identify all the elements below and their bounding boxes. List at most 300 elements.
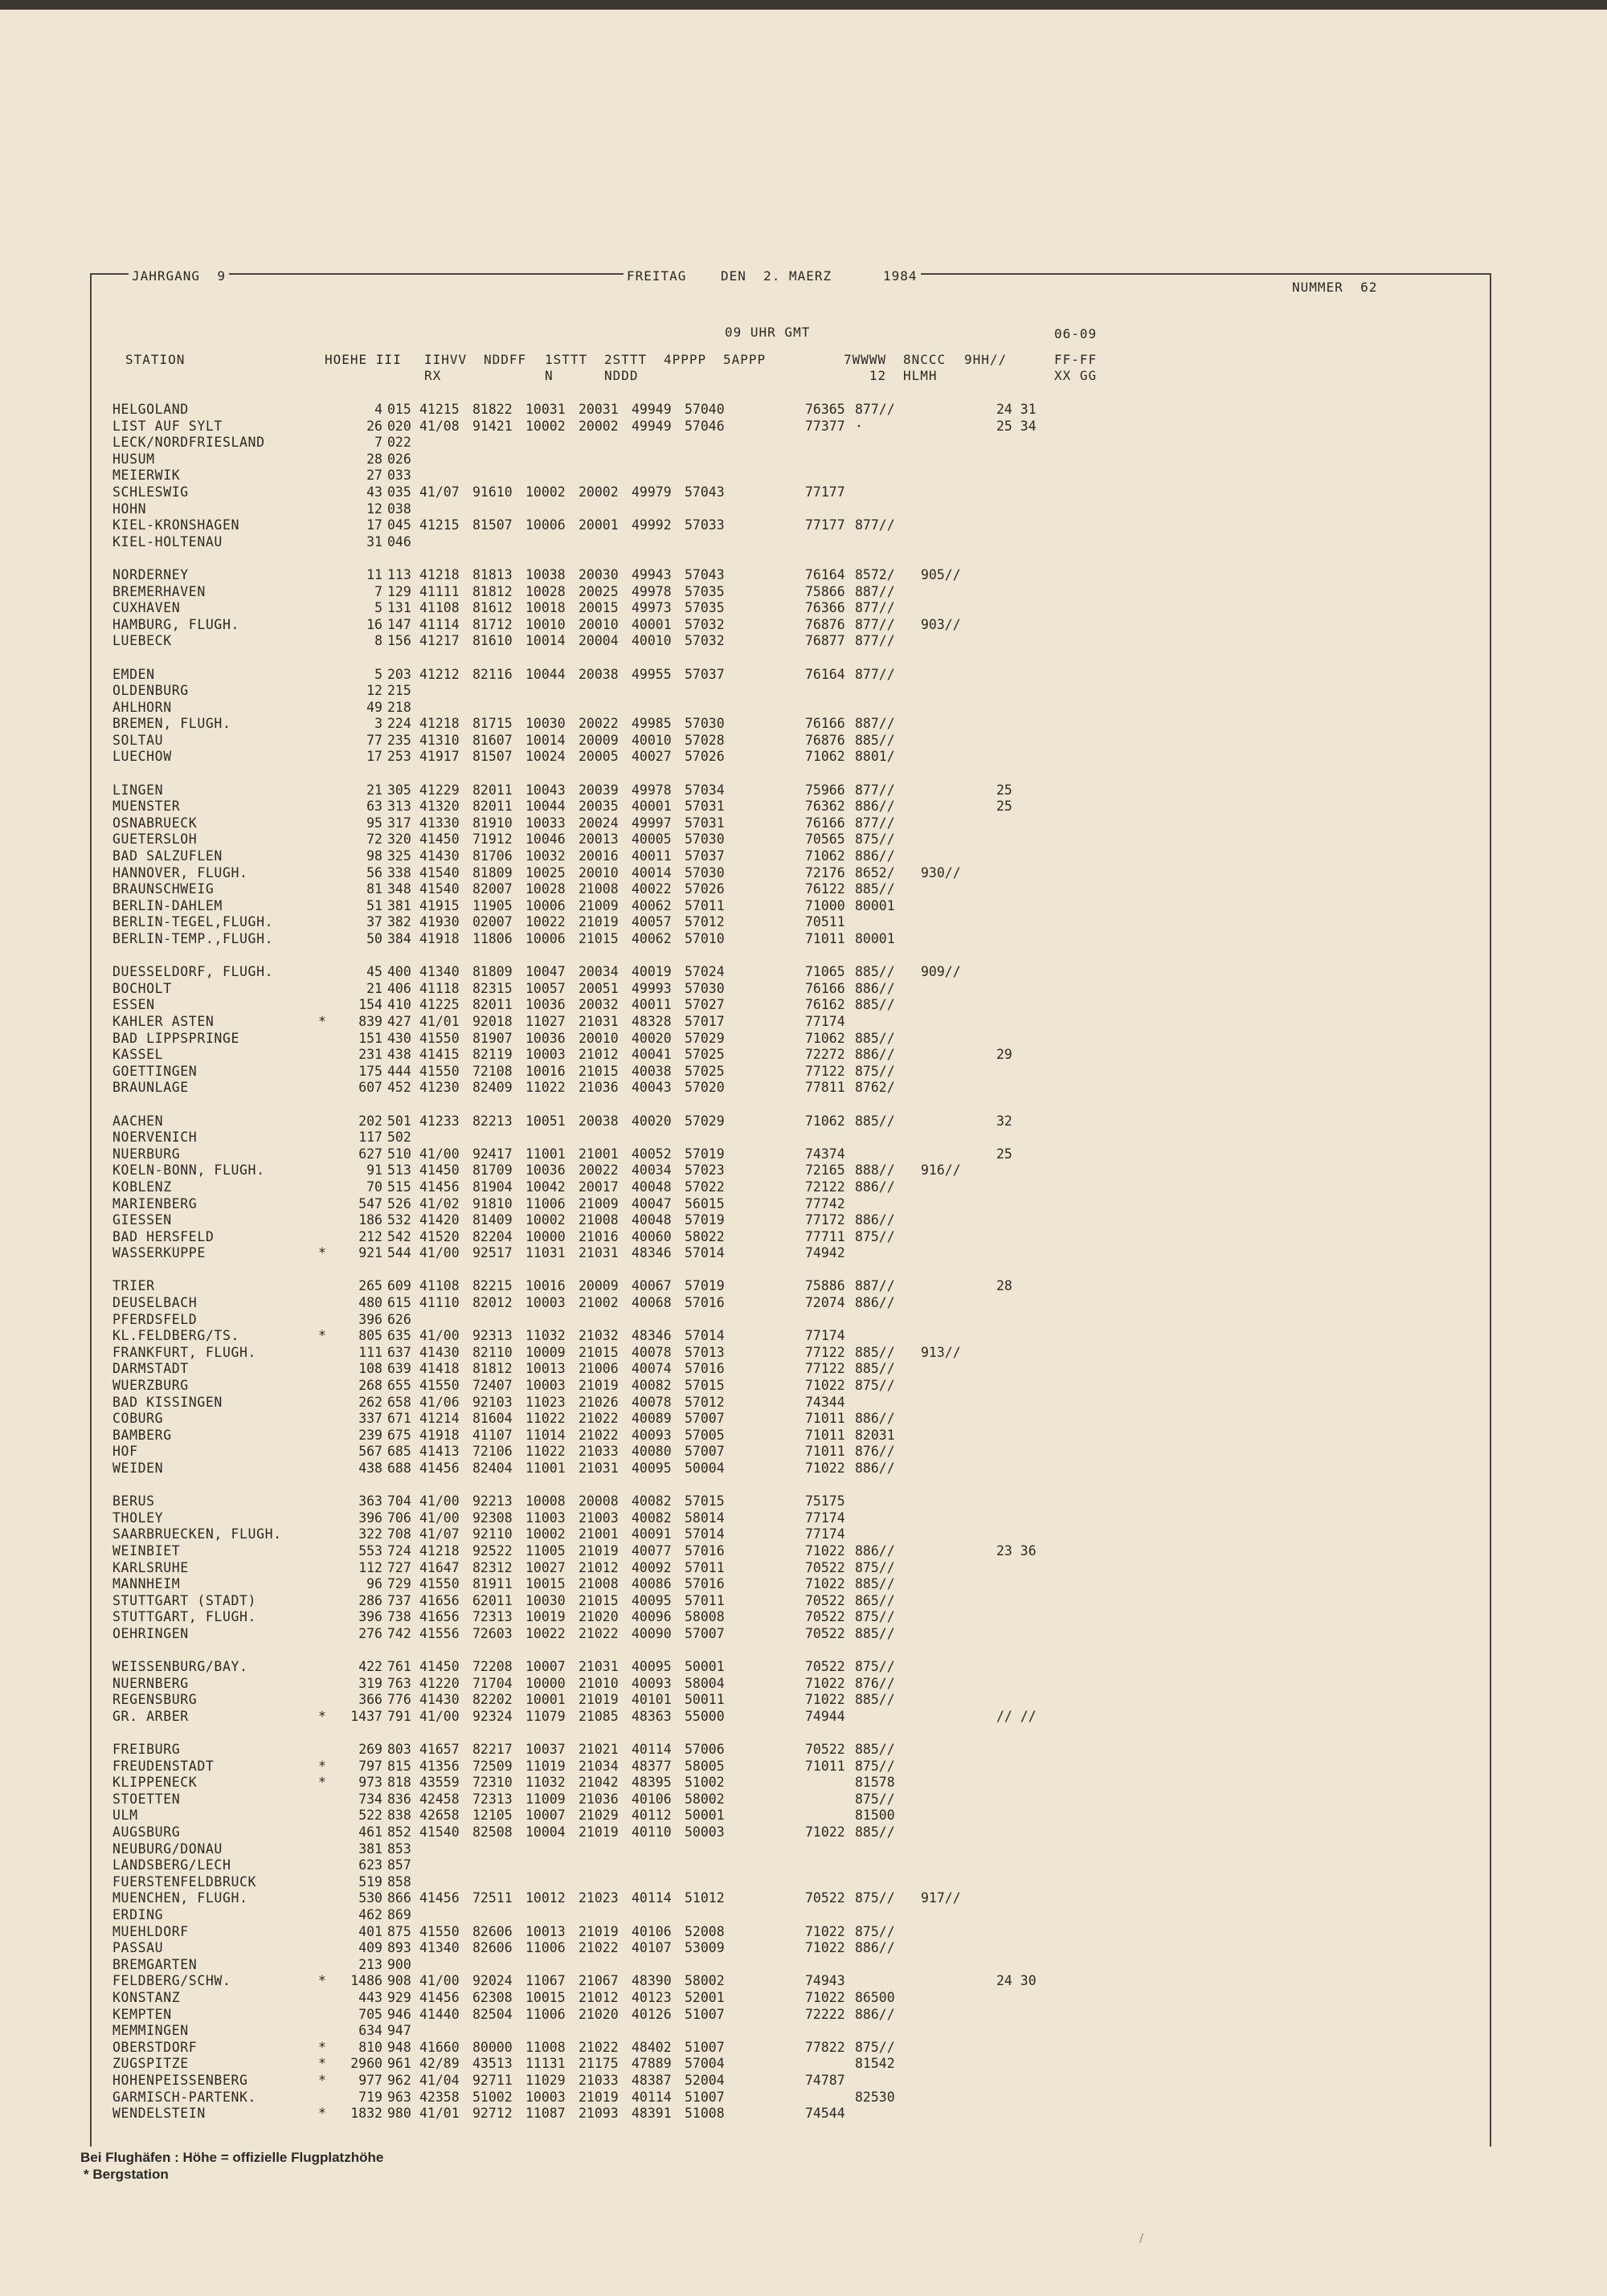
station-name: HOHN [112, 500, 147, 517]
group-1sttt: 11079 [525, 1708, 566, 1724]
group-iihvv: 41330 [419, 815, 460, 831]
station-id: 156 [387, 633, 411, 649]
col-header-4pppp: 4PPPP [664, 352, 707, 367]
station-id: 763 [387, 1675, 411, 1691]
group-ffgg [996, 981, 1053, 998]
group-5appp [685, 1857, 805, 1874]
group-separator [112, 766, 1053, 782]
group-iihvv: 41430 [419, 848, 460, 864]
group-5appp [685, 1130, 805, 1146]
group-4pppp: 40126 [632, 2006, 672, 2022]
group-2sttt: 21022 [579, 1411, 619, 1427]
group-7wwww: 71065 [805, 964, 845, 980]
station-id: 688 [387, 1461, 411, 1476]
group-7wwww: 72222 [805, 2006, 845, 2022]
station-height: 111 [358, 1344, 382, 1360]
station-id: 908 [387, 1973, 411, 1989]
station-id: 818 [387, 1775, 411, 1791]
group-iihvv [419, 1841, 472, 1858]
group-5appp: 57025 [685, 1047, 725, 1063]
station-height: 108 [358, 1361, 382, 1377]
station-id: 022 [387, 435, 411, 451]
group-7wwww: 72074 [805, 1295, 845, 1311]
station-height: 627 [358, 1146, 382, 1162]
group-9hh [921, 1493, 996, 1510]
table-row [112, 1526, 1053, 1543]
group-iihvv: 41/00 [419, 1973, 460, 1989]
group-7wwww: 74344 [805, 1394, 845, 1410]
group-ffgg [996, 1080, 1053, 1097]
group-4pppp [632, 468, 685, 484]
station-height: 3 [374, 716, 382, 732]
group-1sttt [525, 1907, 579, 1924]
mountain-mark [318, 1146, 342, 1163]
group-nddff: 72106 [472, 1444, 513, 1460]
group-4pppp: 40107 [632, 1940, 672, 1956]
group-2sttt [579, 1907, 632, 1924]
group-iihvv: 41918 [419, 931, 460, 946]
mountain-mark [318, 799, 342, 815]
group-5appp: 57043 [685, 566, 725, 582]
group-2sttt: 21022 [579, 1625, 619, 1641]
group-7wwww [805, 2090, 855, 2106]
group-8nccc: 80001 [855, 931, 895, 946]
group-nddff: 92313 [472, 1328, 513, 1344]
station-name: WUERZBURG [112, 1378, 189, 1394]
group-5appp: 57019 [685, 1146, 725, 1162]
group-iihvv: 41550 [419, 1063, 460, 1079]
group-ffgg [996, 848, 1053, 865]
station-height: 7 [374, 583, 382, 599]
mountain-mark [318, 451, 342, 468]
table-row [112, 1907, 1053, 1924]
group-5appp: 57016 [685, 1295, 725, 1311]
group-8nccc: 875// [855, 1378, 895, 1394]
group-nddff: 81712 [472, 616, 513, 632]
table-row [112, 1064, 1053, 1081]
station-id: 452 [387, 1080, 411, 1096]
group-1sttt: 10028 [525, 881, 566, 897]
group-nddff: 71912 [472, 831, 513, 848]
group-4pppp: 40038 [632, 1063, 672, 1079]
group-7wwww: 75886 [805, 1278, 845, 1294]
table-row [112, 749, 1053, 766]
table-row [112, 997, 1053, 1014]
group-9hh [921, 700, 996, 717]
group-8nccc: 886// [855, 1940, 895, 1956]
group-9hh [921, 1576, 996, 1593]
group-7wwww [805, 501, 855, 518]
station-height: 547 [358, 1195, 382, 1211]
mountain-mark [318, 1196, 342, 1213]
mountain-mark [318, 881, 342, 898]
group-iihvv: 41930 [419, 914, 460, 930]
group-4pppp: 40034 [632, 1162, 672, 1179]
group-nddff: 82119 [472, 1047, 513, 1063]
station-id: 639 [387, 1361, 411, 1377]
station-name: ULM [112, 1808, 138, 1824]
group-5appp: 57007 [685, 1625, 725, 1641]
group-iihvv [419, 700, 472, 717]
group-7wwww [805, 683, 855, 700]
group-9hh [921, 799, 996, 815]
group-8nccc: 886// [855, 799, 895, 815]
group-7wwww: 77122 [805, 1344, 845, 1360]
station-height: 567 [358, 1444, 382, 1460]
group-iihvv: 41229 [419, 782, 460, 798]
table-row [112, 881, 1053, 898]
group-iihvv: 41217 [419, 633, 460, 649]
group-5appp: 57029 [685, 1030, 725, 1046]
group-9hh [921, 898, 996, 915]
group-iihvv: 41212 [419, 666, 460, 682]
station-id: 515 [387, 1179, 411, 1195]
station-id: 852 [387, 1824, 411, 1840]
group-8nccc: 875// [855, 1063, 895, 1079]
group-ffgg [996, 1064, 1053, 1081]
group-9hh [921, 733, 996, 750]
group-iihvv: 41/00 [419, 1146, 460, 1162]
group-2sttt: 20010 [579, 864, 619, 880]
group-4pppp: 49978 [632, 782, 672, 798]
table-row [112, 633, 1053, 650]
group-nddff: 82215 [472, 1278, 513, 1294]
station-name: DEUSELBACH [112, 1295, 198, 1311]
group-5appp: 57031 [685, 799, 725, 815]
group-2sttt: 21036 [579, 1791, 619, 1807]
mountain-mark [318, 1907, 342, 1924]
group-8nccc: 875// [855, 1559, 895, 1575]
group-nddff: 82409 [472, 1080, 513, 1096]
group-5appp [685, 435, 805, 451]
group-8nccc [855, 451, 921, 468]
group-1sttt: 10044 [525, 666, 566, 682]
group-iihvv: 41/00 [419, 1708, 460, 1724]
group-iihvv [419, 1907, 472, 1924]
station-height: 212 [358, 1228, 382, 1244]
group-9hh [921, 683, 996, 700]
station-id: 737 [387, 1592, 411, 1608]
group-1sttt: 11031 [525, 1245, 566, 1261]
group-4pppp: 40041 [632, 1047, 672, 1063]
group-4pppp: 40106 [632, 1791, 672, 1807]
group-7wwww: 77822 [805, 2039, 845, 2055]
station-height: 81 [366, 881, 382, 897]
group-nddff [472, 1130, 525, 1146]
group-7wwww: 76166 [805, 980, 845, 996]
station-id: 947 [387, 2023, 411, 2039]
group-ffgg: 32 [996, 1113, 1012, 1129]
group-1sttt [525, 700, 579, 717]
group-1sttt: 10036 [525, 1162, 566, 1179]
station-id: 015 [387, 402, 411, 417]
group-8nccc: 8801/ [855, 749, 895, 765]
group-8nccc [855, 1709, 921, 1726]
group-8nccc: 885// [855, 1625, 895, 1641]
group-iihvv: 41/00 [419, 1510, 460, 1526]
group-8nccc: 8762/ [855, 1080, 895, 1096]
group-9hh [921, 1560, 996, 1577]
group-5appp: 50001 [685, 1808, 725, 1824]
table-row [112, 2056, 1053, 2073]
group-4pppp: 40110 [632, 1824, 672, 1840]
table-row [112, 1924, 1053, 1941]
station-name: BREMEN, FLUGH. [112, 716, 231, 732]
station-id: 035 [387, 484, 411, 500]
group-2sttt: 21022 [579, 1940, 619, 1956]
group-4pppp: 40048 [632, 1179, 672, 1195]
group-1sttt: 10033 [525, 815, 566, 831]
group-5appp: 57030 [685, 831, 725, 848]
group-2sttt: 20009 [579, 1278, 619, 1294]
group-8nccc: 875// [855, 1609, 895, 1625]
group-4pppp [632, 435, 685, 451]
group-1sttt: 10010 [525, 616, 566, 632]
station-height: 91 [366, 1162, 382, 1179]
station-height: 322 [358, 1526, 382, 1542]
station-id: 147 [387, 616, 411, 632]
station-height: 396 [358, 1510, 382, 1526]
group-1sttt: 11022 [525, 1080, 566, 1096]
group-5appp: 57030 [685, 864, 725, 880]
group-nddff: 82606 [472, 1940, 513, 1956]
group-5appp [685, 1874, 805, 1891]
group-iihvv: 41108 [419, 600, 460, 616]
group-nddff: 92417 [472, 1146, 513, 1162]
station-id: 838 [387, 1808, 411, 1824]
station-name: DARMSTADT [112, 1361, 189, 1377]
group-8nccc: 887// [855, 583, 895, 599]
group-1sttt: 10027 [525, 1559, 566, 1575]
group-iihvv: 41320 [419, 799, 460, 815]
group-iihvv: 41550 [419, 1030, 460, 1046]
group-ffgg [996, 1328, 1053, 1345]
station-height: 151 [358, 1030, 382, 1046]
station-height: 805 [358, 1328, 382, 1344]
group-1sttt: 11131 [525, 2056, 566, 2072]
group-5appp: 57028 [685, 732, 725, 748]
group-4pppp: 40082 [632, 1493, 672, 1510]
group-iihvv: 41520 [419, 1228, 460, 1244]
mountain-mark [318, 1791, 342, 1808]
group-ffgg [996, 1428, 1053, 1444]
group-2sttt: 20010 [579, 616, 619, 632]
group-2sttt: 21008 [579, 1576, 619, 1592]
group-nddff [472, 683, 525, 700]
group-8nccc: 885// [855, 1030, 895, 1046]
group-7wwww: 76162 [805, 997, 845, 1013]
station-height: 4 [374, 402, 382, 417]
group-nddff: 72313 [472, 1609, 513, 1625]
group-5appp: 57040 [685, 402, 725, 417]
group-7wwww: 70565 [805, 831, 845, 848]
station-height: 623 [358, 1857, 382, 1873]
group-4pppp: 40020 [632, 1030, 672, 1046]
group-2sttt: 21032 [579, 1328, 619, 1344]
station-id: 253 [387, 749, 411, 765]
group-ffgg [996, 435, 1053, 451]
mountain-mark [318, 2023, 342, 2040]
group-ffgg [996, 1212, 1053, 1229]
station-id: 224 [387, 716, 411, 732]
station-height: 213 [358, 1956, 382, 1972]
group-9hh [921, 1378, 996, 1395]
station-name: BREMGARTEN [112, 1956, 198, 1972]
group-separator [112, 1262, 1053, 1279]
table-row [112, 2007, 1053, 2024]
table-row [112, 1245, 1053, 1262]
group-nddff: 81507 [472, 749, 513, 765]
group-2sttt: 20008 [579, 1493, 619, 1510]
group-iihvv: 41/06 [419, 1394, 460, 1410]
group-8nccc: 885// [855, 732, 895, 748]
group-2sttt: 21008 [579, 1212, 619, 1228]
station-height: 17 [366, 517, 382, 533]
group-7wwww: 74787 [805, 2072, 845, 2088]
group-1sttt: 10014 [525, 633, 566, 649]
group-2sttt: 21015 [579, 1344, 619, 1360]
group-8nccc [855, 914, 921, 931]
group-4pppp: 40068 [632, 1295, 672, 1311]
group-ffgg [996, 2007, 1053, 2024]
group-nddff [472, 1957, 525, 1974]
group-7wwww [805, 1957, 855, 1974]
group-8nccc: 86500 [855, 1990, 895, 2005]
group-iihvv: 41/00 [419, 1493, 460, 1510]
group-2sttt: 20039 [579, 782, 619, 798]
jahrgang-label: JAHRGANG 9 [129, 268, 229, 284]
group-9hh [921, 2007, 996, 2024]
station-id: 900 [387, 1956, 411, 1972]
group-ffgg [996, 1924, 1053, 1941]
group-ffgg [996, 815, 1053, 832]
group-7wwww: 71011 [805, 1411, 845, 1427]
group-9hh [921, 1047, 996, 1064]
group-9hh [921, 1130, 996, 1146]
station-name: GUETERSLOH [112, 831, 198, 848]
station-name: NEUBURG/DONAU [112, 1840, 223, 1857]
group-1sttt: 10030 [525, 716, 566, 732]
station-height: 480 [358, 1295, 382, 1311]
group-2sttt: 20022 [579, 1162, 619, 1179]
group-4pppp: 40060 [632, 1228, 672, 1244]
group-4pppp: 40095 [632, 1461, 672, 1476]
group-4pppp: 40123 [632, 1990, 672, 2005]
group-2sttt: 21067 [579, 1973, 619, 1989]
station-id: 655 [387, 1378, 411, 1394]
group-4pppp: 49949 [632, 418, 672, 434]
group-ffgg [996, 733, 1053, 750]
group-9hh [921, 1229, 996, 1246]
group-7wwww: 71022 [805, 1675, 845, 1691]
group-7wwww: 76365 [805, 402, 845, 417]
group-4pppp: 40082 [632, 1510, 672, 1526]
station-name: BERLIN-DAHLEM [112, 897, 223, 913]
group-iihvv: 41218 [419, 566, 460, 582]
group-9hh [921, 435, 996, 451]
group-7wwww: 71022 [805, 1692, 845, 1708]
group-1sttt: 10013 [525, 1923, 566, 1939]
mountain-mark [318, 600, 342, 617]
group-5appp: 57014 [685, 1526, 725, 1542]
group-ffgg [996, 2040, 1053, 2057]
station-name: REGENSBURG [112, 1692, 198, 1708]
group-8nccc: 886// [855, 1047, 895, 1063]
station-name: BRAUNLAGE [112, 1080, 189, 1096]
group-nddff: 81809 [472, 964, 513, 980]
group-8nccc: 81500 [855, 1808, 895, 1824]
group-7wwww: 71000 [805, 897, 845, 913]
station-height: 112 [358, 1559, 382, 1575]
mountain-mark [318, 2007, 342, 2024]
table-row [112, 1874, 1053, 1891]
group-nddff: 92517 [472, 1245, 513, 1261]
table-row [112, 1278, 1053, 1295]
mountain-mark [318, 501, 342, 518]
group-2sttt [579, 451, 632, 468]
group-7wwww [805, 468, 855, 484]
group-2sttt: 20034 [579, 964, 619, 980]
group-nddff: 41107 [472, 1427, 513, 1443]
group-iihvv [419, 1874, 472, 1891]
group-1sttt: 11003 [525, 1510, 566, 1526]
station-height: 21 [366, 782, 382, 798]
group-1sttt: 10012 [525, 1890, 566, 1906]
group-4pppp: 48346 [632, 1245, 672, 1261]
mountain-mark [318, 964, 342, 981]
table-row [112, 1146, 1053, 1163]
group-7wwww: 77177 [805, 484, 845, 500]
group-8nccc: 887// [855, 1278, 895, 1294]
group-8nccc [855, 2023, 921, 2040]
station-id: 235 [387, 732, 411, 748]
group-nddff [472, 468, 525, 484]
group-4pppp: 48402 [632, 2039, 672, 2055]
table-row [112, 1775, 1053, 1791]
group-1sttt: 10007 [525, 1659, 566, 1675]
table-row [112, 468, 1053, 484]
group-7wwww: 71022 [805, 1824, 845, 1840]
station-height: 461 [358, 1824, 382, 1840]
station-id: 729 [387, 1576, 411, 1592]
mountain-mark [318, 1411, 342, 1428]
group-9hh [921, 534, 996, 551]
group-7wwww [805, 1907, 855, 1924]
group-4pppp: 49973 [632, 600, 672, 616]
mountain-mark [318, 914, 342, 931]
group-iihvv [419, 1312, 472, 1329]
group-8nccc: 886// [855, 1212, 895, 1228]
station-name: KLIPPENECK [112, 1775, 198, 1791]
group-9hh [921, 1461, 996, 1477]
group-iihvv: 41225 [419, 997, 460, 1013]
group-8nccc [855, 1526, 921, 1543]
group-1sttt: 10003 [525, 1047, 566, 1063]
group-nddff [472, 1874, 525, 1891]
date-label: FREITAG DEN 2. MAERZ 1984 [624, 268, 921, 284]
group-ffgg [996, 633, 1053, 650]
group-2sttt: 21029 [579, 1808, 619, 1824]
station-id: 803 [387, 1742, 411, 1758]
mountain-mark [318, 1857, 342, 1874]
group-4pppp: 47889 [632, 2056, 672, 2072]
station-height: 8 [374, 633, 382, 649]
station-id: 427 [387, 1013, 411, 1029]
station-name: HOHENPEISSENBERG [112, 2072, 248, 2088]
station-name: AACHEN [112, 1113, 164, 1129]
group-1sttt: 11006 [525, 1195, 566, 1211]
station-id: 317 [387, 815, 411, 831]
